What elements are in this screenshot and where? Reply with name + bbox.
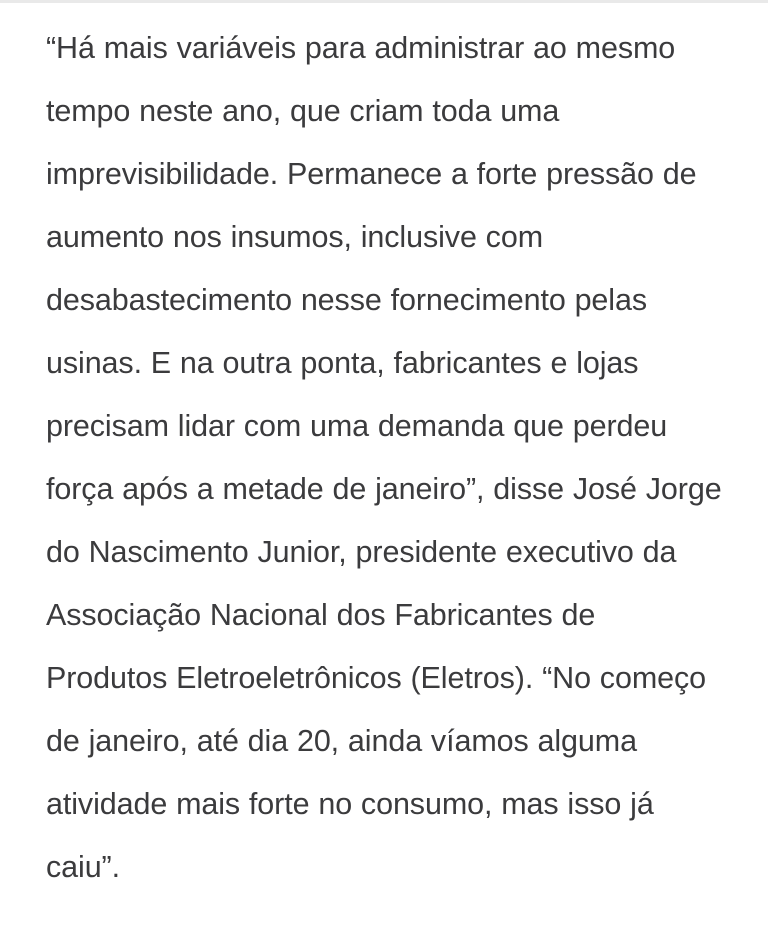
article-body <box>0 3 768 899</box>
article-paragraph: “Há mais variáveis para administrar ao mesmo tempo neste ano, que criam toda uma imprevisibilidade. Permanece a forte pressão de aumento nos insumos, inclusive com desabastecimento nesse fornecimento pelas usinas. E na outra ponta, fabricantes e lojas precisam lidar com uma demanda que perdeu força após a metade de janeiro”, disse José Jorge do Nascimento Junior, presidente executivo da Associação Nacional dos Fabricantes de Produtos Eletroeletrônicos (Eletros). “No começo de janeiro, até dia 20, ainda víamos alguma atividade mais forte no consumo, mas isso já caiu”. <box>46 31 722 884</box>
